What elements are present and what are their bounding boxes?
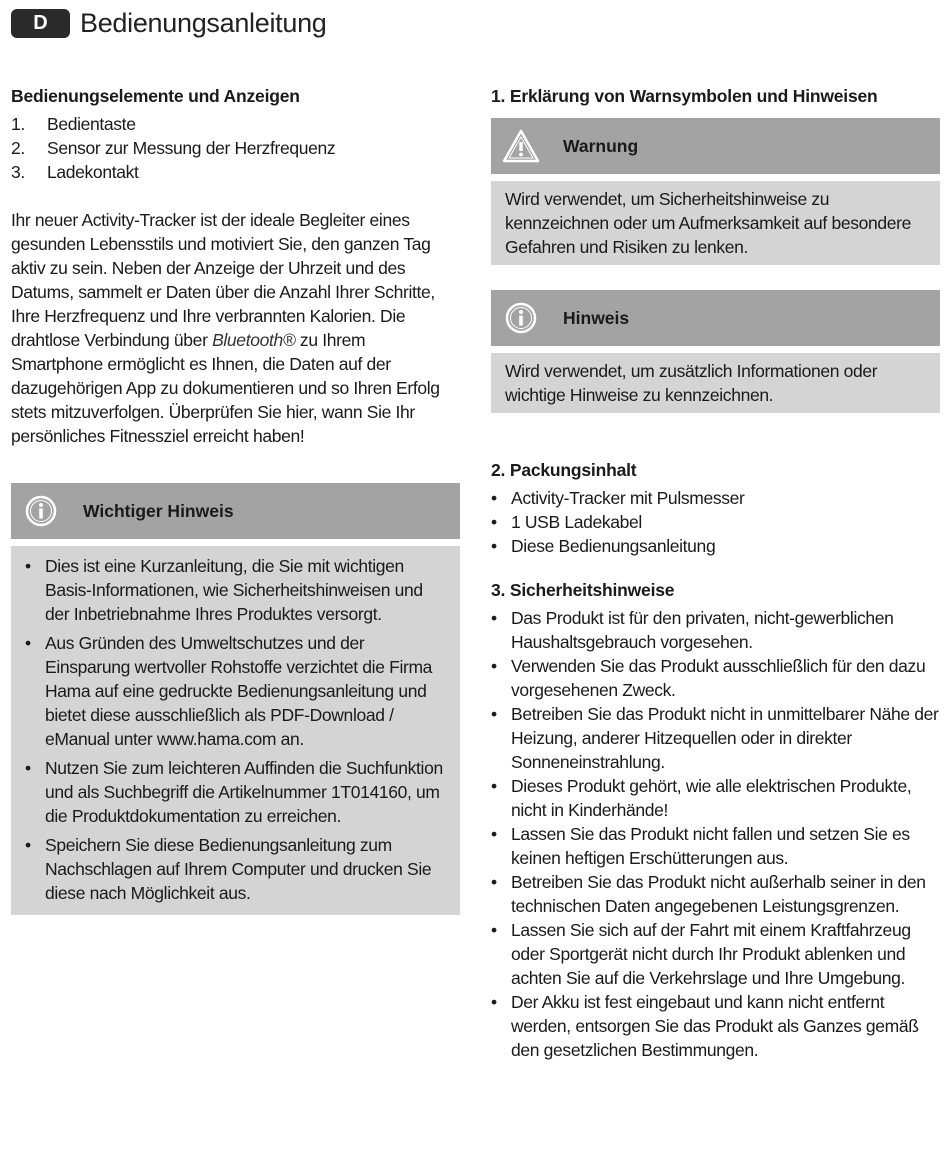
right-column	[491, 84, 940, 1062]
bullet: •	[25, 556, 31, 576]
bullet: •	[491, 776, 497, 796]
package-list	[491, 486, 940, 558]
bluetooth-brand: Bluetooth®	[212, 330, 296, 350]
bullet: •	[491, 512, 497, 532]
item-label: Sensor zur Messung der Herzfrequenz	[47, 138, 336, 158]
controls-list	[11, 112, 460, 184]
item-text: 1 USB Ladekabel	[511, 512, 642, 532]
item-text: Aus Gründen des Umweltschutzes und der Einsparung wertvoller Rohstoffe verzichtet die Firma Hama auf eine gedruckte Bedienungsanleitung und bietet diese ausschließlich als PDF-Download / eManual unter www.hama.com an.	[45, 633, 433, 749]
warning-label: Warnung	[563, 135, 639, 156]
important-notice	[11, 483, 460, 915]
bullet: •	[491, 536, 497, 556]
item-text: Lassen Sie sich auf der Fahrt mit einem Kraftfahrzeug oder Sportgerät nicht durch Ihr Produkt ablenken und achten Sie auf die Verkehrslage und Ihre Umgebung.	[511, 920, 911, 988]
list-item	[491, 606, 940, 654]
list-item	[491, 822, 940, 870]
section-1-heading: 1. Erklärung von Warnsymbolen und Hinweisen	[491, 86, 878, 106]
intro-text: Ihr neuer Activity-Tracker ist der ideale Begleiter eines gesunden Lebensstils und motiviert Sie, den ganzen Tag aktiv zu sein. Neben der Anzeige der Uhrzeit und des Datums, sammelt er Daten über die Anzahl Ihrer Schritte, Ihre Herzfrequenz und Ihre verbrannten Kalorien. Die drahtlose Verbindung über	[11, 210, 435, 350]
warning-triangle-icon	[491, 129, 551, 163]
list-item	[491, 654, 940, 702]
section-3-heading: 3. Sicherheitshinweise	[491, 580, 675, 600]
item-text: Diese Bedienungsanleitung	[511, 536, 716, 556]
bullet: •	[491, 656, 497, 676]
item-text: Activity-Tracker mit Pulsmesser	[511, 488, 745, 508]
notice-header	[11, 483, 460, 539]
bullet: •	[25, 758, 31, 778]
bullet: •	[491, 608, 497, 628]
item-label: Ladekontakt	[47, 162, 139, 182]
list-item	[491, 486, 940, 510]
bullet: •	[491, 704, 497, 724]
list-item	[491, 870, 940, 918]
list-item	[25, 756, 446, 828]
item-text: Verwenden Sie das Produkt ausschließlich für den dazu vorgesehenen Zweck.	[511, 656, 926, 700]
page-title: Bedienungsanleitung	[80, 8, 327, 38]
hint-box	[491, 290, 940, 413]
item-text: Der Akku ist fest eingebaut und kann nicht entfernt werden, entsorgen Sie das Produkt als Ganzes gemäß den gesetzlichen Bestimmungen.	[511, 992, 919, 1060]
language-badge: D	[11, 9, 70, 38]
list-item	[25, 631, 446, 751]
hint-label: Hinweis	[563, 307, 630, 328]
intro-text: zu Ihrem Smartphone ermöglicht es Ihnen, die Daten auf der dazugehörigen App zu dokumentieren und so Ihren Erfolg stets mitzuverfolgen. Überprüfen Sie hier, wann Sie Ihr persönliches Fitnessziel erreicht haben!	[11, 330, 440, 446]
section-2-heading: 2. Packungsinhalt	[491, 460, 637, 480]
notice-list	[25, 554, 446, 905]
notice-label: Wichtiger Hinweis	[83, 500, 234, 521]
item-number: 3.	[11, 162, 25, 182]
hint-body: Wird verwendet, um zusätzlich Informationen oder wichtige Hinweise zu kennzeichnen.	[491, 353, 940, 413]
list-item	[25, 554, 446, 626]
list-item	[491, 774, 940, 822]
info-circle-icon	[11, 495, 71, 527]
list-item	[491, 510, 940, 534]
page-header	[11, 8, 327, 39]
item-number: 2.	[11, 138, 25, 158]
warning-header	[491, 118, 940, 174]
intro-paragraph	[11, 208, 460, 448]
item-text: Speichern Sie diese Bedienungsanleitung zum Nachschlagen auf Ihrem Computer und drucken Sie diese nach Möglichkeit aus.	[45, 835, 432, 903]
warning-body: Wird verwendet, um Sicherheitshinweise zu kennzeichnen oder um Aufmerksamkeit auf besondere Gefahren und Risiken zu lenken.	[491, 181, 940, 265]
bullet: •	[491, 920, 497, 940]
bullet: •	[491, 488, 497, 508]
list-item	[491, 918, 940, 990]
item-text: Dies ist eine Kurzanleitung, die Sie mit wichtigen Basis-Informationen, wie Sicherheitshinweisen und der Inbetriebnahme Ihres Produktes versorgt.	[45, 556, 423, 624]
list-item	[491, 534, 940, 558]
bullet: •	[491, 872, 497, 892]
item-text: Das Produkt ist für den privaten, nicht-gewerblichen Haushaltsgebrauch vorgesehen.	[511, 608, 894, 652]
controls-heading: Bedienungselemente und Anzeigen	[11, 86, 300, 106]
bullet: •	[491, 992, 497, 1012]
item-label: Bedientaste	[47, 114, 136, 134]
list-item	[491, 702, 940, 774]
item-number: 1.	[11, 114, 25, 134]
notice-body	[11, 546, 460, 915]
item-text: Lassen Sie das Produkt nicht fallen und setzen Sie es keinen heftigen Erschütterungen aus.	[511, 824, 910, 868]
warning-box	[491, 118, 940, 265]
list-item	[11, 160, 460, 184]
list-item	[11, 136, 460, 160]
item-text: Dieses Produkt gehört, wie alle elektrischen Produkte, nicht in Kinderhände!	[511, 776, 912, 820]
item-text: Nutzen Sie zum leichteren Auffinden die Suchfunktion und als Suchbegriff die Artikelnummer 1T014160, um die Produktdokumentation zu erreichen.	[45, 758, 443, 826]
list-item	[11, 112, 460, 136]
bullet: •	[25, 835, 31, 855]
bullet: •	[491, 824, 497, 844]
info-circle-icon	[491, 302, 551, 334]
item-text: Betreiben Sie das Produkt nicht in unmittelbarer Nähe der Heizung, anderer Hitzequellen oder in direkter Sonneneinstrahlung.	[511, 704, 939, 772]
hint-header	[491, 290, 940, 346]
bullet: •	[25, 633, 31, 653]
list-item	[25, 833, 446, 905]
safety-list	[491, 606, 940, 1062]
item-text: Betreiben Sie das Produkt nicht außerhalb seiner in den technischen Daten angegebenen Leistungsgrenzen.	[511, 872, 926, 916]
list-item	[491, 990, 940, 1062]
left-column	[11, 84, 460, 915]
